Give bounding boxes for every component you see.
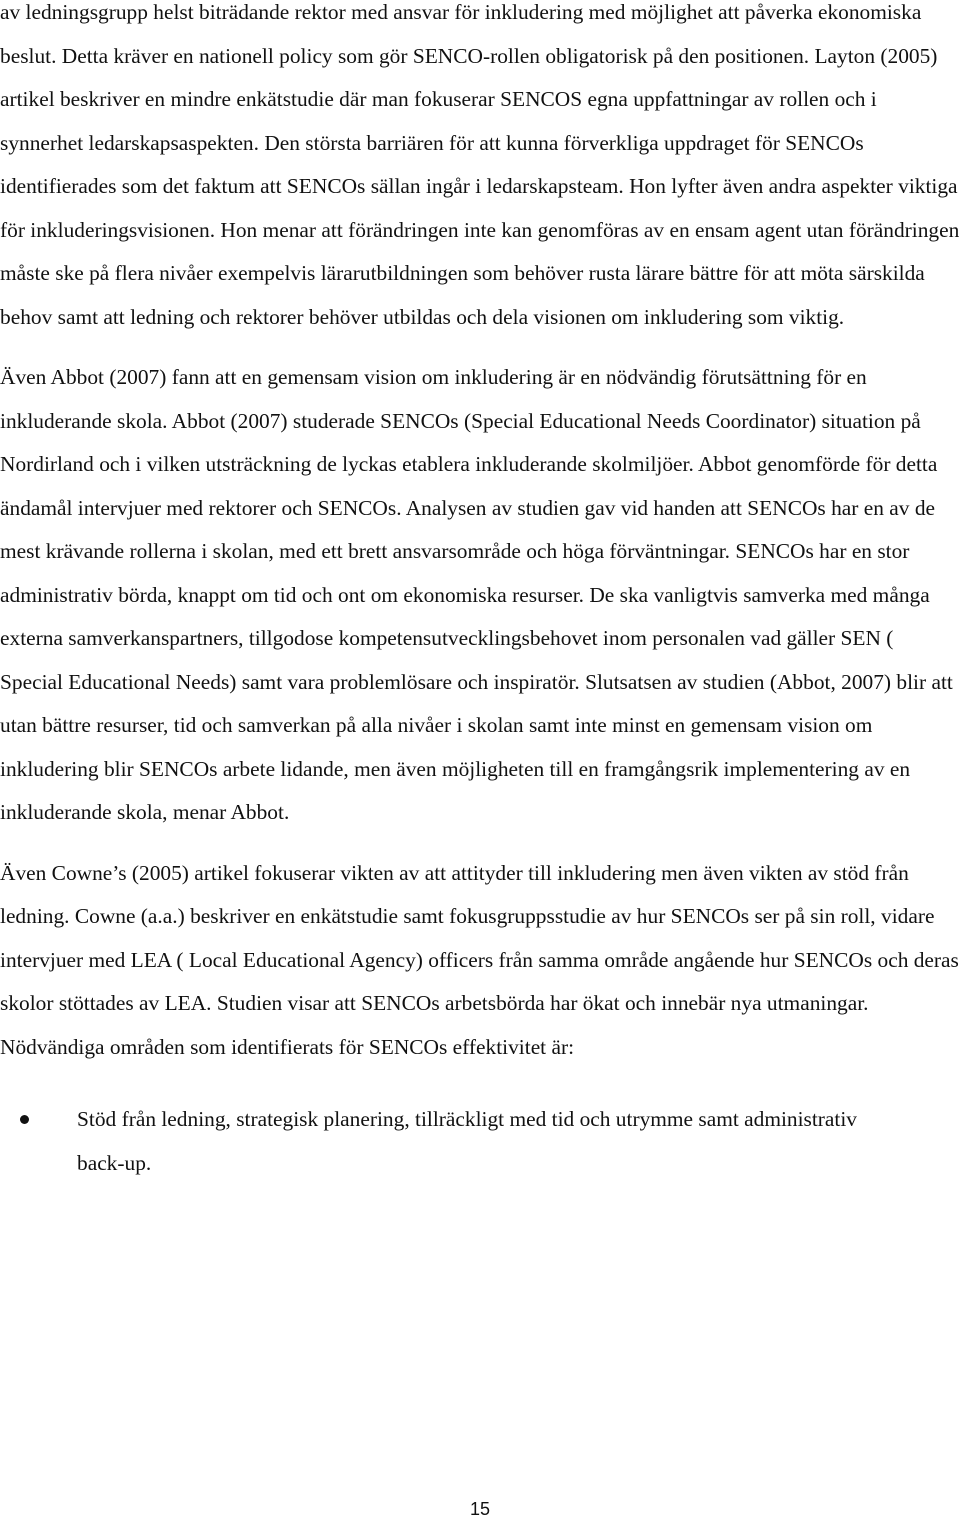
bullet-list <box>0 1098 960 1185</box>
bullet-item <box>0 1098 960 1185</box>
paragraph: Även Abbot (2007) fann att en gemensam vision om inkludering är en nödvändig förutsättning för en inkluderande skola. Abbot (2007) studerade SENCOs (Special Educational Needs Coordinator) situation på Nordirland och i vilken utsträckning de lyckas etablera inkluderande skolmiljöer. Abbot genomförde för detta ändamål intervjuer med rektorer och SENCOs. Analysen av studien gav vid handen att SENCOs har en av de mest krävande rollerna i skolan, med ett brett ansvarsområde och höga förväntningar. SENCOs har en stor administrativ börda, knappt om tid och ont om ekonomiska resurser. De ska vanligtvis samverka med många externa samverkanspartners, tillgodose kompetensutvecklingsbehovet inom personalen vad gäller SEN ( Special Educational Needs) samt vara problemlösare och inspiratör. Slutsatsen av studien (Abbot, 2007) blir att utan bättre resurser, tid och samverkan på alla nivåer i skolan samt inte minst en gemensam vision om inkludering blir SENCOs arbete lidande, men även möjligheten till en framgångsrik implementering av en inkluderande skola, menar Abbot. <box>0 365 953 824</box>
bullet-text: Stöd från ledning, strategisk planering, tillräckligt med tid och utrymme samt administrativ back-up. <box>77 1107 858 1175</box>
page-number: 15 <box>469 1499 491 1519</box>
paragraph: Även Cowne’s (2005) artikel fokuserar vikten av att attityder till inkludering men även vikten av stöd från ledning. Cowne (a.a.) beskriver en enkätstudie samt fokusgruppsstudie av hur SENCOs ser på sin roll, vidare intervjuer med LEA ( Local Educational Agency) officers från samma område angående hur SENCOs och deras skolor stöttades av LEA. Studien visar att SENCOs arbetsbörda har ökat och innebär nya utmaningar. Nödvändiga områden som identifierats för SENCOs effektivitet är: <box>0 860 959 1059</box>
bullet-icon <box>20 1115 29 1124</box>
paragraph: av ledningsgrupp helst biträdande rektor med ansvar för inkludering med möjlighet att påverka ekonomiska beslut. Detta kräver en nationell policy som gör SENCO-rollen obligatorisk på den positionen. Layton (2005) artikel beskriver en mindre enkätstudie där man fokuserar SENCOS egna uppfattningar av rollen och i synnerhet ledarskapsaspekten. Den största barriären för att kunna förverkliga uppdraget för SENCOs identifierades som det faktum att SENCOs sällan ingår i ledarskapsteam. Hon lyfter även andra aspekter viktiga för inkluderingsvisionen. Hon menar att förändringen inte kan genomföras av en ensam agent utan förändringen måste ske på flera nivåer exempelvis lärarutbildningen som behöver rusta lärare bättre för att möta särskilda behov samt att ledning och rektorer behöver utbildas och dela visionen om inkludering som viktig. <box>0 0 960 329</box>
